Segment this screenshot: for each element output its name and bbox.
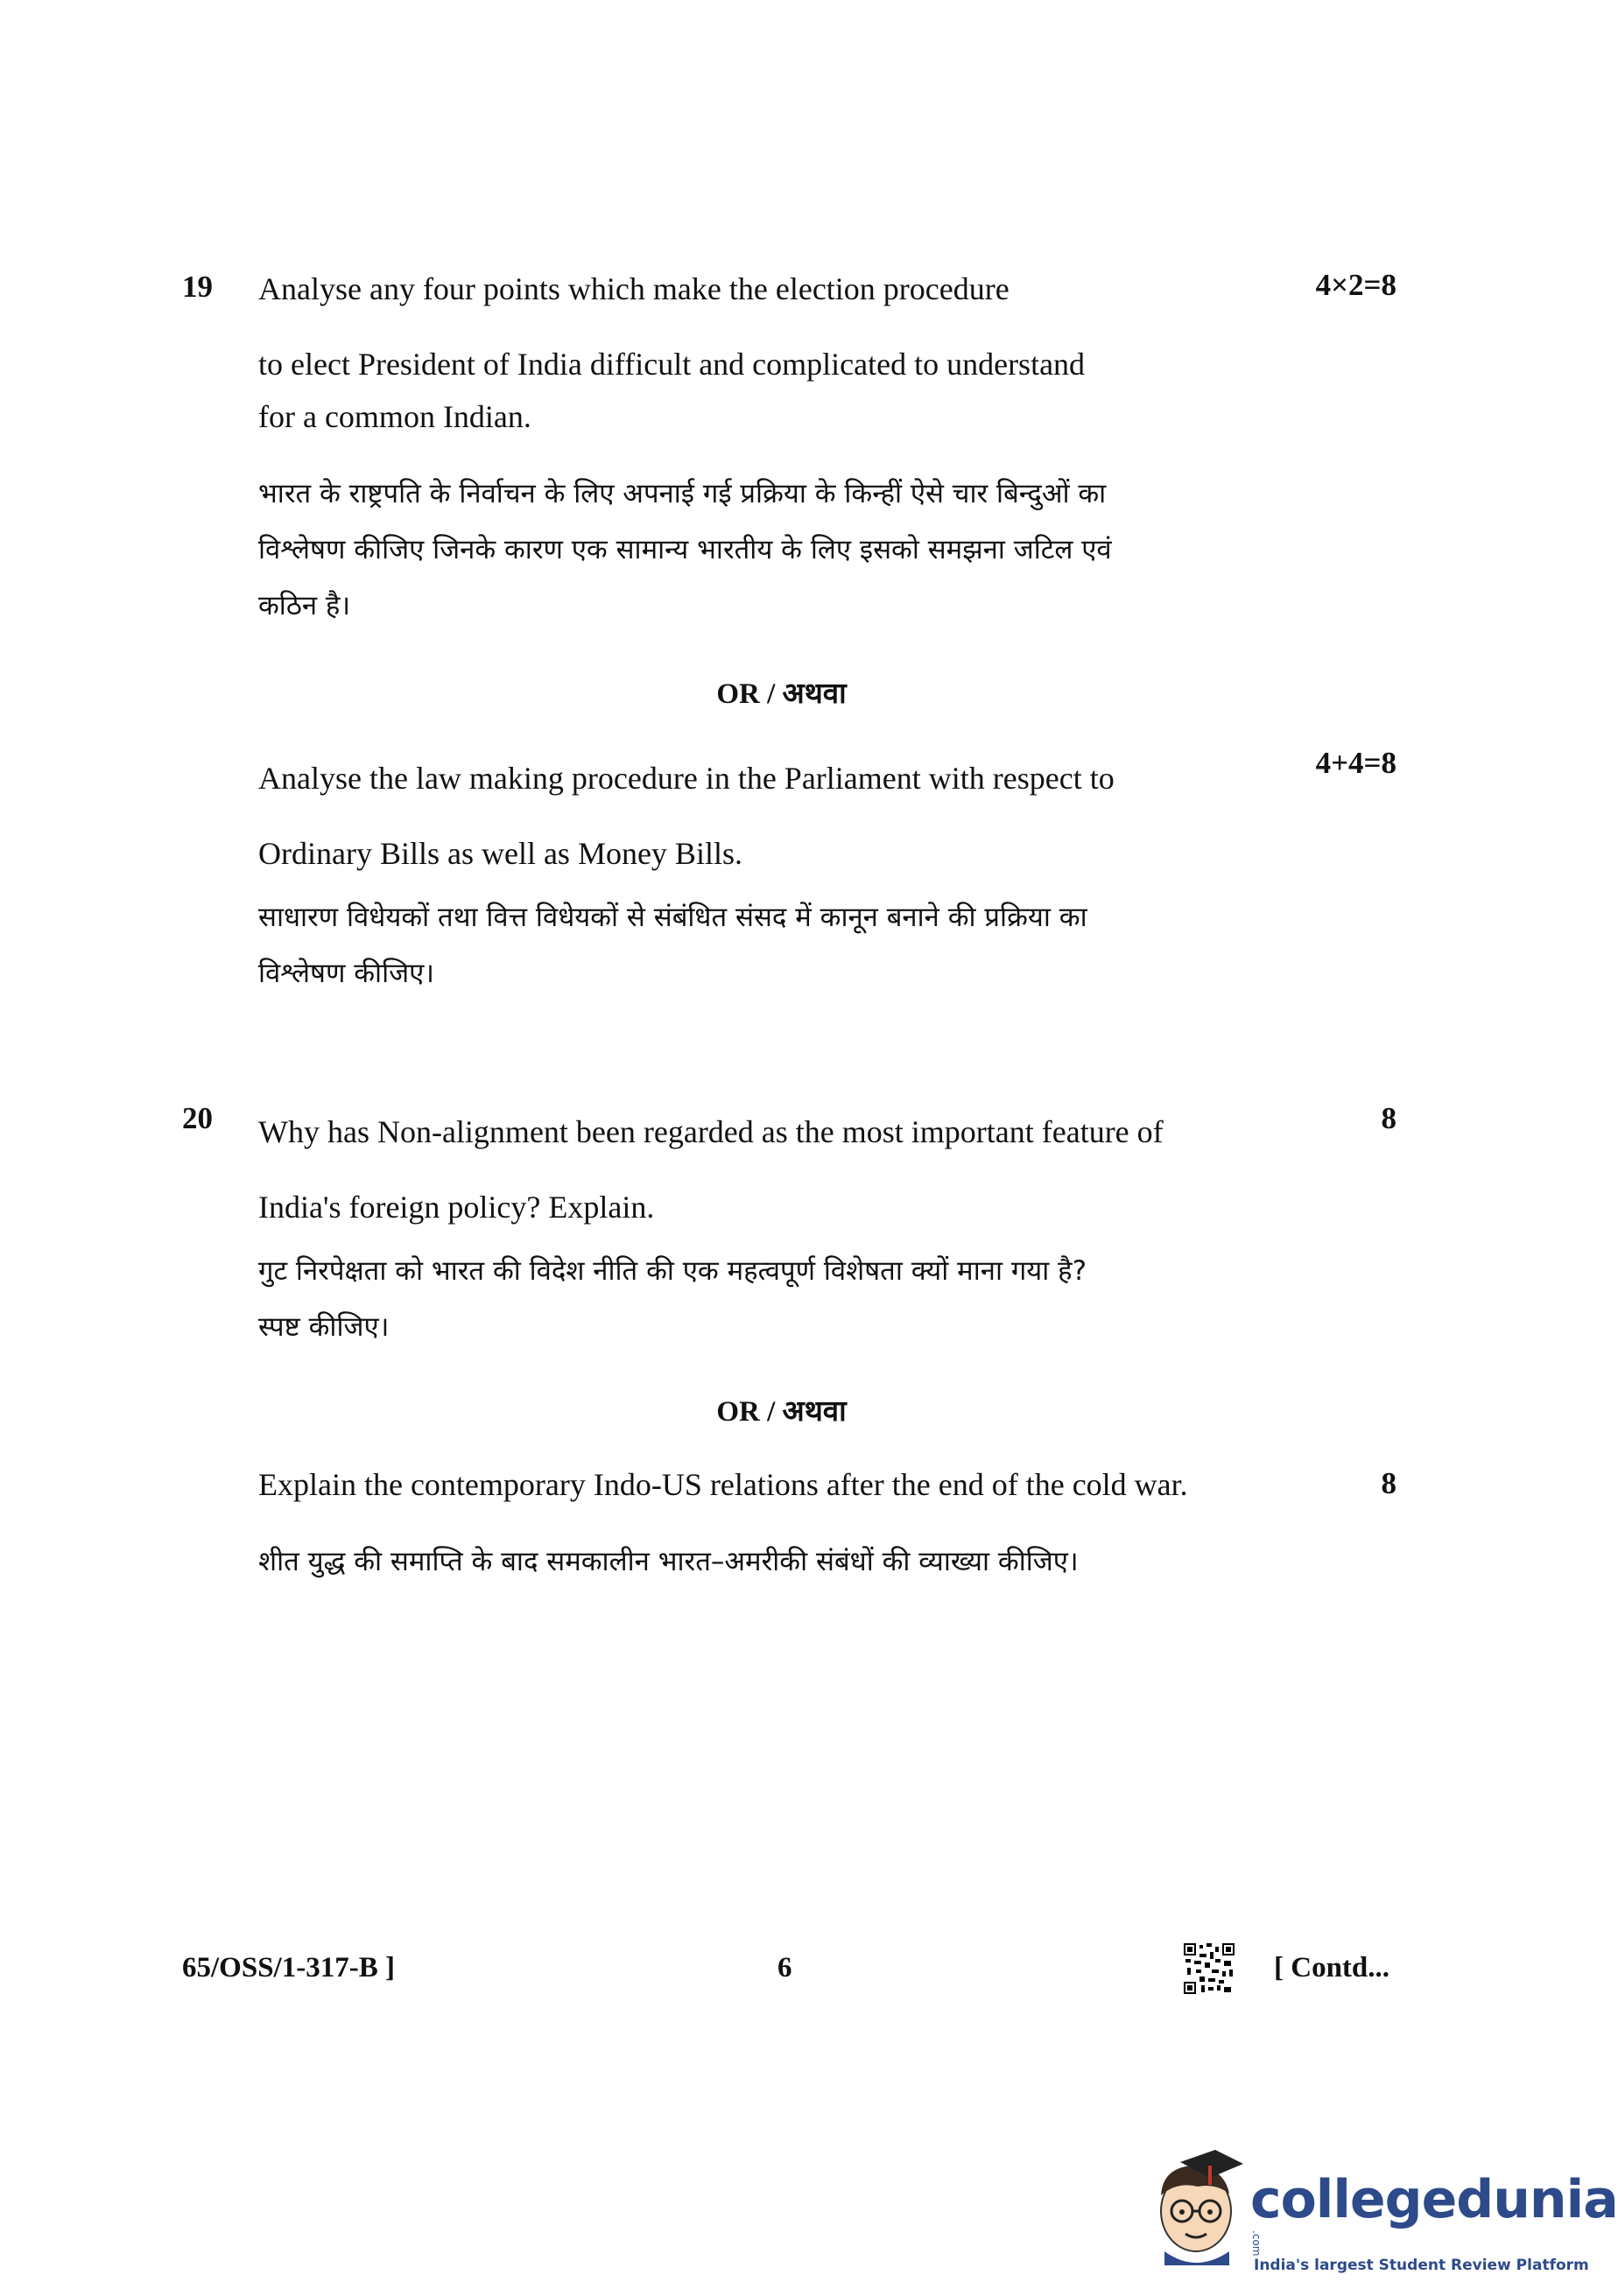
q19-hi-line-3: कठिन है। bbox=[258, 590, 351, 621]
q19-en-line-2: to elect President of India difficult and complicated to understand bbox=[258, 347, 1086, 382]
q19-alt-en-line-1: Analyse the law making procedure in the Parliament with respect to bbox=[258, 761, 1115, 796]
question-19-alt-text-hi bbox=[258, 889, 1087, 1001]
q19-hi-line-2: विश्लेषण कीजिए जिनके कारण एक सामान्य भारतीय के लिए इसको समझना जटिल एवं bbox=[258, 534, 1112, 565]
continued-label: [ Contd... bbox=[1274, 1952, 1390, 1984]
collegedunia-logo bbox=[1250, 2169, 1618, 2274]
question-19-alt-text-en bbox=[258, 741, 1115, 891]
or-divider-20: OR / अथवा bbox=[716, 1396, 847, 1428]
q19-alt-hi-line-2: विश्लेषण कीजिए। bbox=[258, 958, 434, 989]
question-20-number: 20 bbox=[182, 1101, 213, 1135]
q19-alt-en-line-2: Ordinary Bills as well as Money Bills. bbox=[258, 836, 742, 871]
question-19-text-en-cont bbox=[258, 338, 1085, 443]
q20-en-line-1: Why has Non-alignment been regarded as the most important feature of bbox=[258, 1114, 1164, 1149]
question-19-number: 19 bbox=[182, 270, 213, 304]
q20-alt-en-line-1: Explain the contemporary Indo-US relations after the end of the cold war. bbox=[258, 1467, 1188, 1502]
question-20-alt-text-en bbox=[258, 1458, 1188, 1511]
or-divider-19: OR / अथवा bbox=[716, 678, 847, 710]
question-19-text-en bbox=[258, 263, 1009, 315]
q19-en-line-1: Analyse any four points which make the election procedure bbox=[258, 271, 1009, 306]
question-20-text-en bbox=[258, 1094, 1164, 1245]
question-19-alt-marks: 4+4=8 bbox=[1315, 746, 1396, 780]
q19-hi-line-1: भारत के राष्ट्रपति के निर्वाचन के लिए अपनाई गई प्रक्रिया के किन्हीं ऐसे चार बिन्दुओं का bbox=[258, 478, 1107, 509]
question-20-alt-marks: 8 bbox=[1381, 1466, 1396, 1500]
question-20-marks: 8 bbox=[1381, 1101, 1396, 1135]
q20-hi-line-2: स्पष्ट कीजिए। bbox=[258, 1311, 390, 1343]
q20-en-line-2: India's foreign policy? Explain. bbox=[258, 1190, 655, 1225]
q19-alt-hi-line-1: साधारण विधेयकों तथा वित्त विधेयकों से संबंधित संसद में कानून बनाने की प्रक्रिया का bbox=[258, 902, 1087, 933]
q19-en-line-3: for a common Indian. bbox=[258, 399, 531, 434]
logo-suffix: .com bbox=[1250, 2230, 1263, 2257]
logo-tagline: India's largest Student Review Platform bbox=[1254, 2257, 1589, 2275]
question-19-marks: 4×2=8 bbox=[1315, 268, 1396, 302]
paper-code: 65/OSS/1-317-B ] bbox=[182, 1952, 395, 1984]
page-number: 6 bbox=[777, 1952, 792, 1984]
question-20-alt-text-hi bbox=[258, 1534, 1079, 1590]
logo-name: collegedunia bbox=[1250, 2169, 1618, 2230]
q20-hi-line-1: गुट निरपेक्षता को भारत की विदेश नीति की एक महत्वपूर्ण विशेषता क्यों माना गया है? bbox=[258, 1255, 1087, 1287]
qr-code-icon bbox=[1184, 1943, 1235, 1998]
collegedunia-mascot-icon bbox=[1145, 2143, 1250, 2270]
q20-alt-hi-line-1: शीत युद्ध की समाप्ति के बाद समकालीन भारत–अमरीकी संबंधों की व्याख्या कीजिए। bbox=[258, 1546, 1079, 1577]
question-19-text-hi bbox=[258, 466, 1112, 634]
question-20-text-hi bbox=[258, 1243, 1087, 1355]
